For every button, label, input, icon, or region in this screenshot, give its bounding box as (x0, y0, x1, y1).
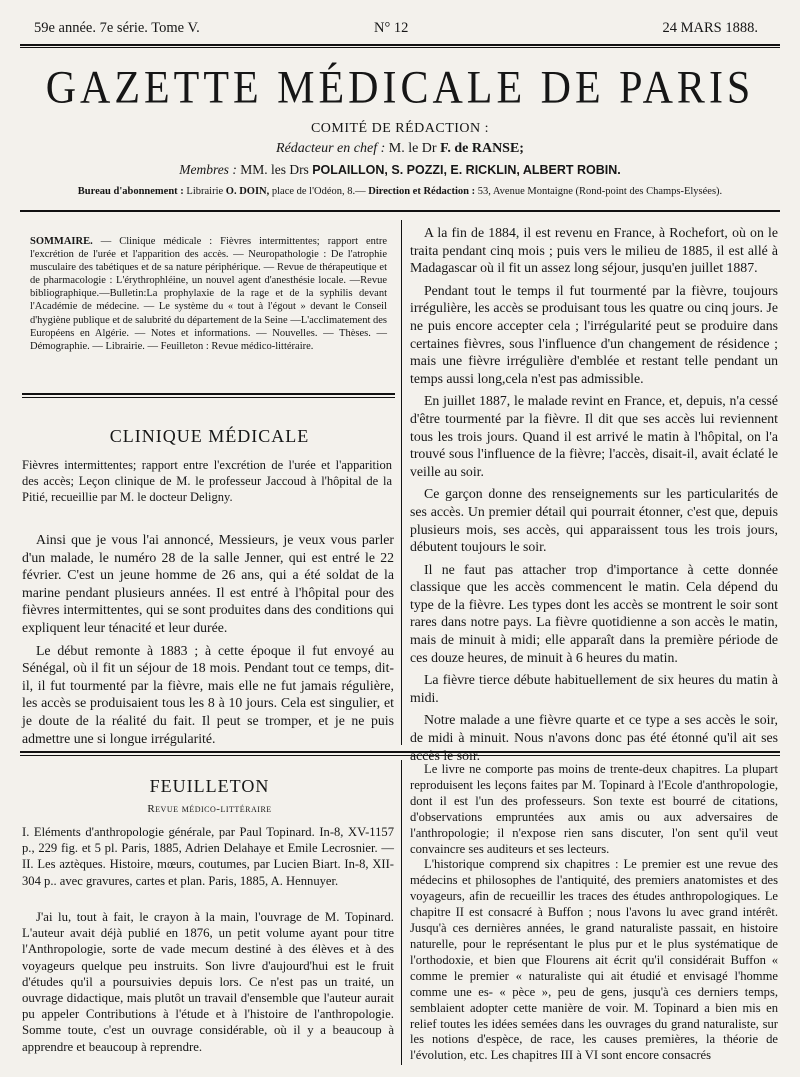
clinique-paragraph: La fièvre tierce débute habituellement de six heures du matin à midi. (410, 672, 778, 705)
sommaire-rule (22, 393, 395, 395)
feuilleton-paragraph: L'historique comprend six chapitres : Le premier est une revue des médecins et philosophes de l'antiquité, des premiers anatomistes et des voyageurs, afin de recueillir les traces des études anthropologiques. Le chapitre II est consacré à Buffon ; nous l'avons lu avec grand intérêt. Jusqu'à ces dernières années, le grand naturaliste passait, en histoire naturelle, pour le représentant le plus pur et le plus systématique de l'orthodoxie, et bien que Flourens ait écrit qu'il considérait Buffon « comme le premier « naturaliste qui ait étudié et envisagé l'homme comme une es- « pèce », peu de gens, jusqu'à ces derniers temps, semblaient adopter cette manière de voir. M. Topinard a bien mis en relief toutes les idées semées dans les ouvrages du grand naturaliste, sur les notions d'espèce, de race, les causes premières, la théorie de l'évolution, etc. Les chapitres III à VI sont encore consacrés (410, 857, 778, 1063)
feuilleton-subtitle: Revue médico-littéraire (147, 803, 272, 815)
clinique-paragraph: Il ne faut pas attacher trop d'importance à cette donnée classique que les accès commencent le matin. Cela dépend du type de la fièvre. Les types dont les accès se montrent le soir sont rares dans notre pays. La fièvre quotidienne a son accès le matin, mais de minuit à midi; elle apparaît dans la première période de ces douze heures, de minuit à 6 heures du matin. (410, 561, 778, 665)
column-divider-lower (401, 760, 402, 1065)
feuilleton-title: FEUILLETON (149, 776, 270, 796)
members-line: Membres : MM. les Drs POLAILLON, S. POZZI, E. RICKLIN, ALBERT ROBIN. (179, 162, 621, 177)
bureau-line: Bureau d'abonnement : Librairie O. DOIN, place de l'Odéon, 8.— Direction et Rédaction : 53, Avenue Montaigne (Rond-point des Champs-Elysées). (77, 186, 723, 197)
sommaire-text: — Clinique médicale : Fièvres intermittentes; rapport entre l'excrétion de l'urée et l'apparition des accès. — Neuropathologie : De l'atrophie musculaire des tabétiques et de sa nature périphérique. — Revue de thérapeutique et de pharmacologie : L'érythrophléine, un nouvel agent d'anesthésie locale. —Revue bibliographique.—Bulletin:La prophylaxie de la rage et de la syphilis devant l'Académie de médecine. — Le système du « tout à l'égout » devant le Conseil d'hygiène publique et de salubrité du département de la Seine —L'acclimatement des Européens en Algérie. — Notes et informations. — Nouvelles. — Thèses. — Démographie. — Librairie. — Feuilleton : Revue médico-littéraire. (30, 236, 388, 352)
clinique-left-column (22, 531, 394, 752)
clinique-subhead: Fièvres intermittentes; rapport entre l'excrétion de l'urée et l'apparition des accès; Leçon clinique de M. le professeur Jaccoud à l'hôpital de la Pitié, recueillie par M. le docteur Deligny. (22, 458, 392, 504)
masthead-rule-bottom (20, 210, 780, 212)
newspaper-title: GAZETTE MÉDICALE DE PARIS (45, 62, 755, 114)
masthead-topline (34, 20, 758, 42)
column-divider-upper (401, 220, 402, 745)
masthead-rule-top (20, 44, 780, 46)
sommaire-box (30, 235, 387, 353)
clinique-right-column (410, 224, 778, 769)
sommaire-rule-thin (22, 397, 395, 398)
clinique-paragraph: A la fin de 1884, il est revenu en France, à Rochefort, où on le traita pendant cinq mois ; puis vers le milieu de 1885, il est allé à Madagascar où il fit un assez long séjour, jusqu'en juillet 1887. (410, 225, 778, 276)
clinique-paragraph: Ce garçon donne des renseignements sur les particularités de ses accès. Un premier détail qui pourrait étonner, c'est que, depuis plusieurs mois, ses accès, qui apparaissent tous les trois jours, débutent toujours le soir. (410, 486, 778, 555)
feuilleton-bibliography: I. Eléments d'anthropologie générale, par Paul Topinard. In-8, XV-1157 p., 229 fig. et 5 pl. Paris, 1885, Adrien Delahaye et Emile Lecrosnier. — II. Les aztèques. Histoire, mœurs, coutumes, par Lucien Biart. In-8, XII-304 p.. avec gravures, cartes et plan. Paris, 1885, A. Hennuyer. (22, 825, 394, 888)
editor-line: Rédacteur en chef : M. le Dr F. de RANSE; (276, 141, 524, 156)
clinique-title: CLINIQUE MÉDICALE (109, 426, 310, 446)
feuilleton-right-column (410, 762, 778, 1064)
clinique-paragraph: Notre malade a une fièvre quarte et ce type a ses accès le soir, de midi à minuit. Nous n'avons donc pas été étonné qu'il ait ses accès le soir. (410, 712, 778, 763)
clinique-paragraph: Ainsi que je vous l'ai annoncé, Messieurs, je veux vous parler d'un malade, le numéro 28 de la salle Jenner, qui est entré le 22 février. C'est un jeune homme de 26 ans, qui a été soldat de la marine pendant plusieurs années. Il est entré à l'hôpital pour des fièvres intermittentes, qui se sont produites dans des conditions qui expliquent leur ténacité et leur durée. (22, 532, 394, 635)
masthead-rule-top-thin (20, 47, 780, 48)
feuilleton-left-column (22, 909, 394, 1055)
feuilleton-paragraph: Le livre ne comporte pas moins de trente-deux chapitres. La plupart reproduisent les leçons faites par M. Topinard à l'Ecole d'anthropologie, dont il est l'un des professeurs. Son texte est bourré de citations, d'observations empruntées aux amis ou aux adversaires de l'anthropologie; il n'expose rien sans discuter, l'on sent qu'il veut convaincre ses auditeurs et ses lecteurs. (410, 762, 778, 856)
clinique-paragraph: Pendant tout le temps il fut tourmenté par la fièvre, toujours irrégulière, les accès se produisant tous les quatre ou cinq jours. Je ne puis encore accepter cela ; l'irrégularité peut se produire dans certaines fièvres, sous l'influence d'un changement de résidence ; mais une fièvre irrégulière d'emblée et restant telle pendant un temps aussi long,cela n'est pas admissible. (410, 282, 778, 386)
feuilleton-rule-thin (20, 755, 780, 756)
issue-number: N° 12 (374, 20, 409, 36)
clinique-paragraph: Le début remonte à 1883 ; à cette époque il fut envoyé au Sénégal, où il fit un séjour de 18 mois. Pendant tout ce temps, dit-il, il fut tourmenté par la fièvre, mais elle ne fut jamais régulière, les accès se produisaient tous les 8 à 10 jours. Cela est singulier, et je doute de la réalité du fait. Il peut se tromper, et je ne puis admettre une si longue irrégularité. (22, 642, 394, 746)
feuilleton-rule (20, 751, 780, 753)
edition-info: 59e année. 7e série. Tome V. (34, 20, 200, 36)
clinique-paragraph: En juillet 1887, le malade revint en France, et, depuis, n'a cessé d'être tourmenté par la fièvre. Il dit que ses accès lui reviennent tous les trois jours. Quand il est arrivé le matin à l'hôpital, on l'a trouvé sous l'influence de la fièvre; l'accès, disait-il, avait éclaté le veille au soir. (410, 393, 778, 479)
feuilleton-paragraph: J'ai lu, tout à fait, le crayon à la main, l'ouvrage de M. Topinard. L'auteur avait déjà publié en 1876, un petit volume ayant pour titre l'Anthropologie, sorte de vade mecum destiné à des élèves et à des voyageurs quelque peu instruits. Son livre d'aujourd'hui est le fruit d'études qu'il a poursuivies depuis lors. Ce n'est pas un traité, un ouvrage didactique, mais plutôt un travail d'ensemble que l'auteur aurait pu appeler Contributions à l'étude et à l'histoire de l'anthropologie. Somme toute, c'est un ouvrage considérable, où il y a beaucoup à apprendre et beaucoup à reprendre. (22, 910, 394, 1054)
sommaire-label: SOMMAIRE. (30, 236, 93, 247)
issue-date: 24 MARS 1888. (662, 20, 758, 36)
committee-heading: COMITÉ DE RÉDACTION : (310, 121, 490, 136)
